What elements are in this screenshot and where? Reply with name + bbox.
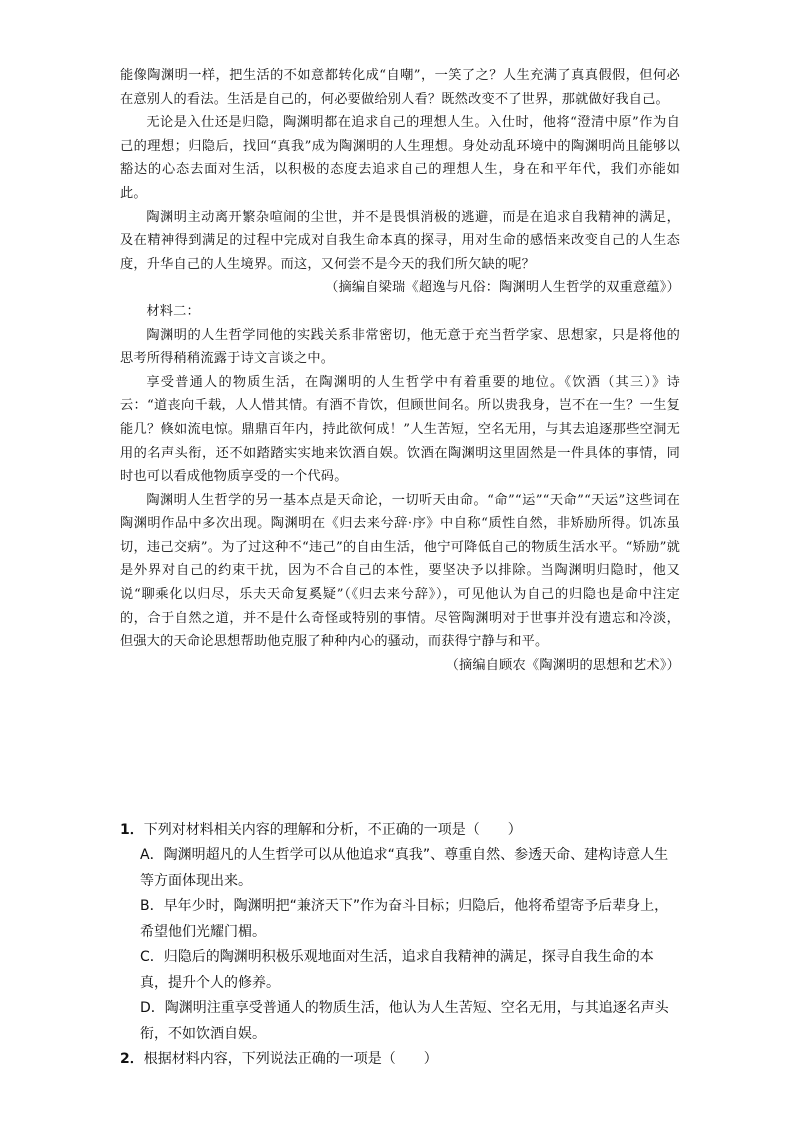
option-letter: B． [140, 898, 164, 914]
option-a[interactable] [120, 843, 680, 894]
passage-paragraph-4: 陶渊明的人生哲学同他的实践关系非常密切，他无意于充当哲学家、思想家，只是将他的思考所得稍稍流露于诗文言谈之中。 [120, 327, 680, 367]
source-citation-2: （摘编自顾农《陶渊明的思想和艺术》） [445, 657, 680, 673]
option-d[interactable] [120, 996, 680, 1047]
option-letter: D． [140, 1000, 165, 1016]
question-text: 根据材料内容，下列说法正确的一项是（ ） [143, 1051, 438, 1067]
material-two-label: 材料二： [146, 303, 200, 319]
passage-paragraph-1: 能像陶渊明一样，把生活的不如意都转化成“自嘲”，一笑了之？人生充满了真真假假，但何必在意别人的看法。生活是自己的，何必要做给别人看？既然改变不了世界，那就做好我自己。 [120, 68, 680, 107]
questions-section [120, 818, 680, 1072]
question-1-stem [120, 818, 680, 843]
option-text: 归隐后的陶渊明积极乐观地面对生活，追求自我精神的满足，探寻自我生命的本真，提升个人的修养。 [140, 949, 654, 991]
passage-paragraph-3: 陶渊明主动离开繁杂喧闹的尘世，并不是畏惧消极的逃避，而是在追求自我精神的满足，及在精神得到满足的过程中完成对自我生命本真的探寻，用对生命的感悟来改变自己的人生态度，升华自己的人生境界。而这，又何尝不是今天的我们所欠缺的呢？ [120, 209, 680, 272]
option-c[interactable] [120, 945, 680, 996]
option-text: 陶渊明注重享受普通人的物质生活，他认为人生苦短、空名无用，与其追逐名声头衔，不如饮酒自娱。 [140, 1000, 669, 1042]
option-b[interactable] [120, 894, 680, 945]
passage-paragraph-6: 陶渊明人生哲学的另一基本点是天命论，一切听天由命。“命”“运”“天命”“天运”这些词在陶渊明作品中多次出现。陶渊明在《归去来兮辞·序》中自称“质性自然，非矫励所得。饥冻虽切，违己交病”。为了过这种不“违己”的自由生活，他宁可降低自己的物质生活水平。“矫励”就是外界对自己的约束干扰，因为不合自己的本性，要坚决予以排除。当陶渊明归隐时，他又说“聊乘化以归尽，乐夫天命复奚疑”（《归去来兮辞》），可见他认为自己的归隐也是命中注定的，合于自然之道，并不是什么奇怪或特别的事情。尽管陶渊明对于世事并没有遗忘和冷淡，但强大的天命论思想帮助他克服了种种内心的骚动，而获得宁静与和平。 [120, 492, 680, 650]
reading-passage [120, 64, 680, 677]
option-text: 陶渊明超凡的人生哲学可以从他追求“真我”、尊重自然、参透天命、建构诗意人生等方面体现出来。 [140, 847, 669, 889]
question-number: 2． [120, 1051, 144, 1067]
passage-paragraph-5: 享受普通人的物质生活，在陶渊明的人生哲学中有着重要的地位。《饮酒（其三）》诗云：“道丧向千载，人人惜其情。有酒不肯饮，但顾世间名。所以贵我身，岂不在一生？一生复能几？倏如流电惊。鼎鼎百年内，持此欲何成！”人生苦短，空名无用，与其去追逐那些空洞无用的名声头衔，还不如踏踏实实地来饮酒自娱。饮酒在陶渊明这里固然是一件具体的事情，同时也可以看成他物质享受的一个代码。 [120, 374, 680, 485]
question-2-stem [120, 1047, 680, 1072]
option-text: 早年少时，陶渊明把“兼济天下”作为奋斗目标；归隐后，他将希望寄予后辈身上，希望他们光耀门楣。 [140, 898, 669, 940]
question-number: 1． [120, 822, 144, 838]
source-citation-1: （摘编自梁瑞《超逸与凡俗：陶渊明人生哲学的双重意蕴》） [325, 280, 680, 296]
question-text: 下列对材料相关内容的理解和分析，不正确的一项是（ ） [143, 822, 522, 838]
option-letter: A． [140, 847, 164, 863]
option-letter: C． [140, 949, 164, 965]
passage-paragraph-2: 无论是入仕还是归隐，陶渊明都在追求自己的理想人生。入仕时，他将“澄清中原”作为自己的理想；归隐后，找回“真我”成为陶渊明的人生理想。身处动乱环境中的陶渊明尚且能够以豁达的心态去面对生活，以积极的态度去追求自己的理想人生，身在和平年代，我们亦能如此。 [120, 115, 680, 201]
